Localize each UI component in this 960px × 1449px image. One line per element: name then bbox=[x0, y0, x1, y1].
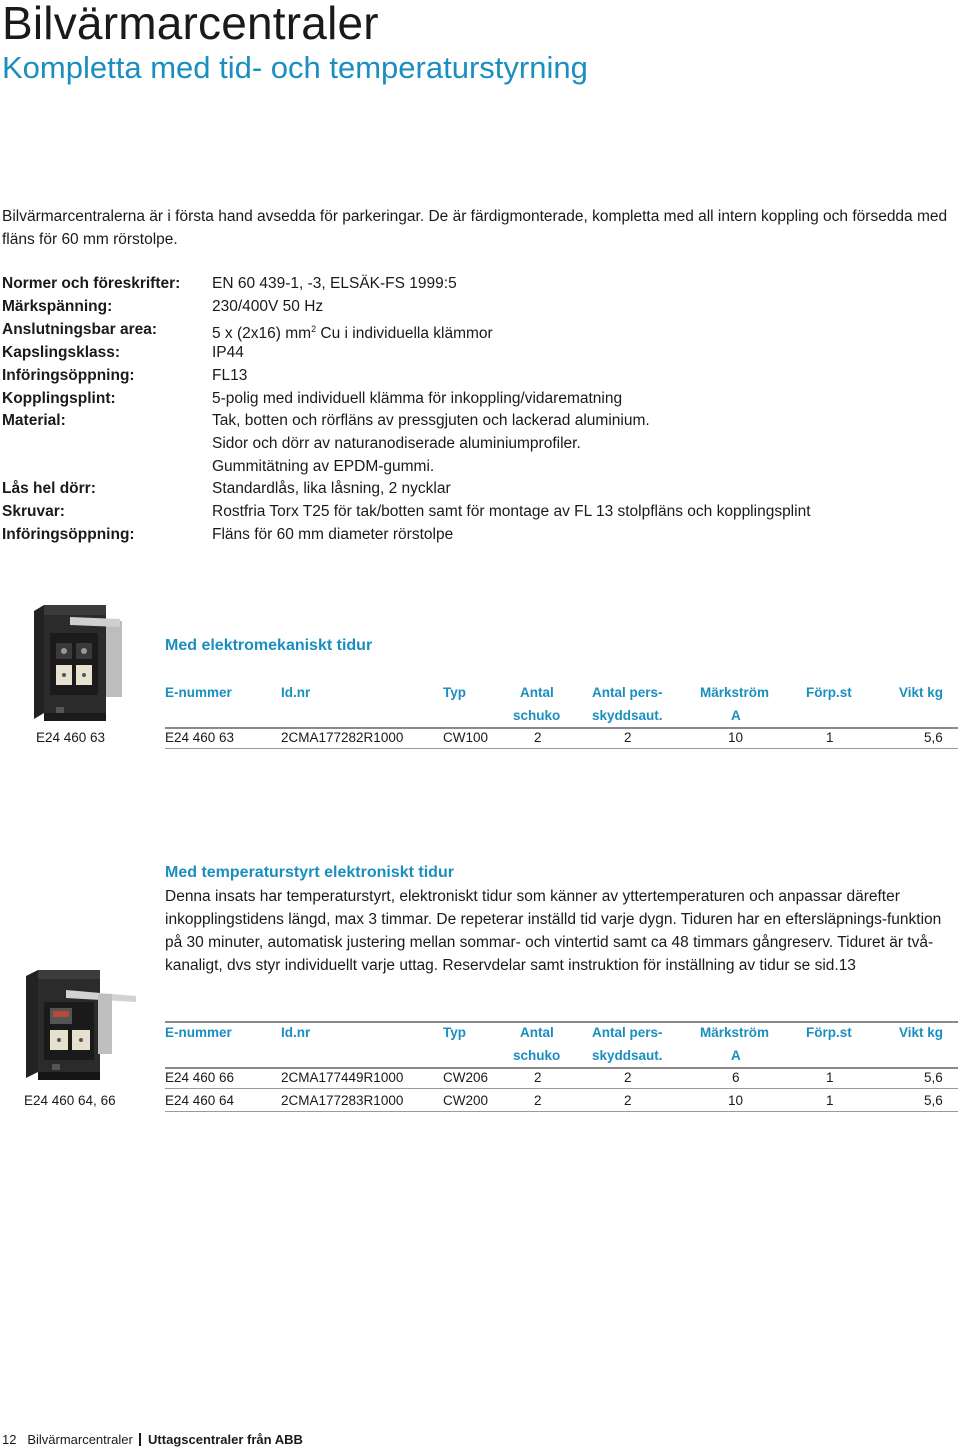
spec-value: Rostfria Torx T25 för tak/botten samt för montage av FL 13 stolpfläns och kopplingsplint bbox=[212, 503, 811, 520]
col-header-pers: Antal pers- bbox=[592, 1025, 663, 1040]
spec-value: IP44 bbox=[212, 344, 244, 361]
product-image-electronic bbox=[20, 968, 140, 1086]
col-header-idnr: Id.nr bbox=[281, 685, 311, 700]
product-image-electromechanical bbox=[30, 603, 125, 725]
cell-antal: 2 bbox=[534, 1093, 542, 1108]
col-header-antal: Antal bbox=[520, 1025, 554, 1040]
section-heading: Med elektromekaniskt tidur bbox=[165, 637, 373, 654]
table-row-rule bbox=[165, 1111, 958, 1112]
table-row-rule bbox=[165, 1088, 958, 1089]
page-subtitle: Kompletta med tid- och temperaturstyrning bbox=[2, 50, 588, 85]
cell-enummer: E24 460 63 bbox=[165, 730, 235, 745]
col-header-markstrom: Märkström bbox=[700, 685, 770, 700]
spec-key: Normer och föreskrifter: bbox=[2, 275, 181, 292]
col-header-antal-sub: schuko bbox=[513, 708, 561, 723]
col-header-typ: Typ bbox=[443, 1025, 466, 1040]
spec-value-part: Cu i individuella klämmor bbox=[316, 325, 493, 343]
spec-value bbox=[212, 318, 493, 345]
col-header-markstrom: Märkström bbox=[700, 1025, 770, 1040]
spec-key: Kapslingsklass: bbox=[2, 344, 121, 361]
col-header-vikt: Vikt kg bbox=[899, 1025, 944, 1040]
cell-pers: 2 bbox=[624, 1070, 632, 1085]
page-footer bbox=[2, 1432, 303, 1447]
table-top-rule bbox=[165, 1021, 958, 1023]
cell-antal: 2 bbox=[534, 730, 542, 745]
cell-enummer: E24 460 64 bbox=[165, 1093, 235, 1108]
spec-value: FL13 bbox=[212, 367, 248, 384]
spec-value: Sidor och dörr av naturanodiserade aluminiumprofiler. bbox=[212, 435, 581, 452]
cell-pers: 2 bbox=[624, 730, 632, 745]
section-heading: Med temperaturstyrt elektroniskt tidur bbox=[165, 864, 454, 881]
spec-value: 230/400V 50 Hz bbox=[212, 298, 324, 315]
spec-key: Införingsöppning: bbox=[2, 367, 135, 384]
cell-forp: 1 bbox=[826, 730, 834, 745]
spec-value: Tak, botten och rörfläns av pressgjuten och lackerad aluminium. bbox=[212, 412, 650, 429]
cell-markstrom: 6 bbox=[732, 1070, 740, 1085]
cell-typ: CW200 bbox=[443, 1093, 489, 1108]
col-header-enummer: E-nummer bbox=[165, 685, 232, 700]
col-header-antal-sub: schuko bbox=[513, 1048, 561, 1063]
product-caption: E24 460 64, 66 bbox=[24, 1093, 116, 1108]
footer-divider bbox=[139, 1433, 141, 1446]
spec-key: Kopplingsplint: bbox=[2, 390, 116, 407]
col-header-enummer: E-nummer bbox=[165, 1025, 232, 1040]
cell-markstrom: 10 bbox=[728, 730, 744, 745]
cell-vikt: 5,6 bbox=[924, 1070, 943, 1085]
col-header-antal: Antal bbox=[520, 685, 554, 700]
col-header-typ: Typ bbox=[443, 685, 466, 700]
col-header-forp: Förp.st bbox=[806, 1025, 852, 1040]
col-header-markstrom-unit: A bbox=[731, 1048, 741, 1063]
footer-publication: Uttagscentraler från ABB bbox=[148, 1432, 303, 1447]
spec-value: 5-polig med individuell klämma för inkoppling/vidarematning bbox=[212, 390, 623, 407]
superscript: 2 bbox=[311, 324, 317, 334]
spec-key: Anslutningsbar area: bbox=[2, 321, 158, 338]
col-header-idnr: Id.nr bbox=[281, 1025, 311, 1040]
cell-enummer: E24 460 66 bbox=[165, 1070, 235, 1085]
spec-value: Gummitätning av EPDM-gummi. bbox=[212, 458, 435, 475]
spec-key: Material: bbox=[2, 412, 66, 429]
cell-markstrom: 10 bbox=[728, 1093, 744, 1108]
cell-typ: CW100 bbox=[443, 730, 489, 745]
cell-pers: 2 bbox=[624, 1093, 632, 1108]
cell-typ: CW206 bbox=[443, 1070, 489, 1085]
cell-forp: 1 bbox=[826, 1093, 834, 1108]
product-caption: E24 460 63 bbox=[36, 730, 106, 745]
table-row-rule bbox=[165, 748, 958, 749]
page-title: Bilvärmarcentraler bbox=[2, 0, 379, 49]
spec-key: Lås hel dörr: bbox=[2, 480, 96, 497]
footer-section: Bilvärmarcentraler bbox=[27, 1432, 133, 1447]
cell-antal: 2 bbox=[534, 1070, 542, 1085]
cell-forp: 1 bbox=[826, 1070, 834, 1085]
spec-value: Fläns för 60 mm diameter rörstolpe bbox=[212, 526, 454, 543]
cell-vikt: 5,6 bbox=[924, 730, 943, 745]
col-header-pers: Antal pers- bbox=[592, 685, 663, 700]
spec-key: Skruvar: bbox=[2, 503, 65, 520]
col-header-pers-sub: skyddsaut. bbox=[592, 1048, 663, 1063]
cell-vikt: 5,6 bbox=[924, 1093, 943, 1108]
spec-key: Märkspänning: bbox=[2, 298, 113, 315]
table-header-rule bbox=[165, 727, 958, 729]
spec-key: Införingsöppning: bbox=[2, 526, 135, 543]
table-header-rule bbox=[165, 1067, 958, 1069]
page-number: 12 bbox=[2, 1432, 17, 1447]
col-header-pers-sub: skyddsaut. bbox=[592, 708, 663, 723]
spec-value: EN 60 439-1, -3, ELSÄK-FS 1999:5 bbox=[212, 275, 457, 292]
col-header-vikt: Vikt kg bbox=[899, 685, 944, 700]
section-body: Denna insats har temperaturstyrt, elektroniskt tidur som känner av yttertemperaturen och anpassar därefter inkopplingstidens längd, max 3 timmar. De repeterar inställd tid varje dygn. Tiduren har en eftersläpnings-funktion på 30 minuter, automatisk justering mellan sommar- och vintertid samt ca 48 timmars gångreserv. Tiduret är två-kanaligt, dvs styr individuellt varje uttag. Reservdelar samt instruktion för inställning av tidur se sid.13 bbox=[165, 888, 942, 974]
cell-idnr: 2CMA177449R1000 bbox=[281, 1070, 404, 1085]
cell-idnr: 2CMA177283R1000 bbox=[281, 1093, 404, 1108]
col-header-forp: Förp.st bbox=[806, 685, 852, 700]
col-header-markstrom-unit: A bbox=[731, 708, 741, 723]
spec-value-part: 5 x (2x16) mm bbox=[212, 325, 312, 343]
cell-idnr: 2CMA177282R1000 bbox=[281, 730, 404, 745]
intro-paragraph: Bilvärmarcentralerna är i första hand avsedda för parkeringar. De är färdigmonterade, kompletta med all intern koppling och försedda med fläns för 60 mm rörstolpe. bbox=[2, 208, 948, 248]
spec-value: Standardlås, lika låsning, 2 nycklar bbox=[212, 480, 451, 497]
